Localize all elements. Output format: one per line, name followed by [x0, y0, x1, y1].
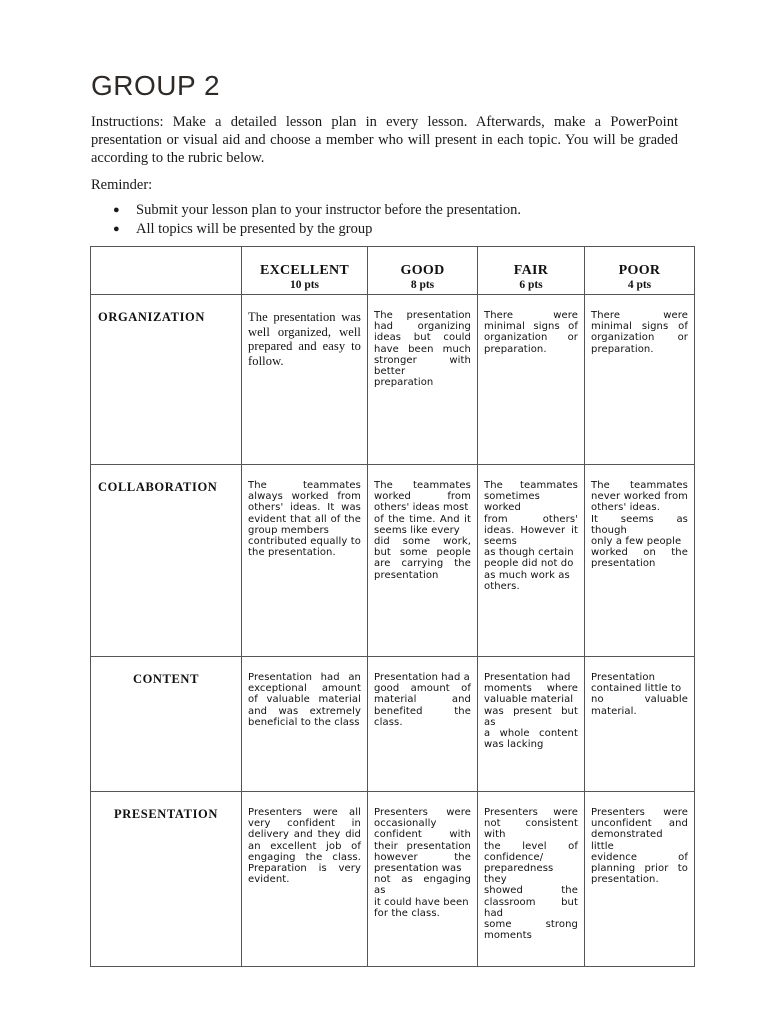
rubric-cell-good: Presenters were occasionally confident with their presentation however the presentation was not as engaging as it could have been for the class.: [368, 792, 478, 967]
rubric-table: [90, 246, 695, 967]
rubric-cell-excellent: The presentation was well organized, well prepared and easy to follow.: [242, 295, 368, 465]
rubric-cell-good: Presentation had a good amount of material and benefited the class.: [368, 657, 478, 792]
rubric-cell-excellent: Presentation had an exceptional amount of valuable material and was extremely beneficial to the class: [242, 657, 368, 792]
criterion-label: PRESENTATION: [91, 792, 242, 967]
reminder-item-text: Submit your lesson plan to your instructor before the presentation.: [136, 202, 521, 218]
page-title: GROUP 2: [91, 70, 221, 101]
header-level-points: 6 pts: [519, 279, 543, 291]
instructions-paragraph: Instructions: Make a detailed lesson plan in every lesson. Afterwards, make a PowerPoint presentation or visual aid and choose a member who will present in each topic. You will be graded according to the rubric below.: [91, 114, 678, 166]
rubric-cell-fair: Presenters were not consistent with the level of confidence/ preparedness they showed the classroom but had some strong moments: [478, 792, 585, 967]
rubric-row-presentation: [91, 792, 695, 967]
rubric-row-organization: [91, 295, 695, 465]
reminder-label: Reminder:: [91, 177, 153, 193]
header-level-points: 4 pts: [627, 279, 652, 291]
reminder-list: [91, 201, 678, 239]
header-level-points: 8 pts: [410, 279, 435, 291]
rubric-header-row: [91, 247, 695, 295]
header-poor: [585, 247, 695, 295]
rubric-row-content: [91, 657, 695, 792]
reminder-item-text: All topics will be presented by the group: [136, 221, 373, 237]
header-level-name: GOOD: [400, 263, 445, 278]
rubric-cell-excellent: Presenters were all very confident in delivery and they did an excellent job of engaging the class. Preparation is very evident.: [242, 792, 368, 967]
rubric-cell-poor: The teammates never worked from others' ideas. It seems as though only a few people worked on the presentation: [585, 465, 695, 657]
rubric-cell-fair: Presentation had moments where valuable material was present but as a whole content was lacking: [478, 657, 585, 792]
rubric-cell-good: The presentation had organizing ideas but could have been much stronger with better preparation: [368, 295, 478, 465]
rubric-cell-excellent: The teammates always worked from others' ideas. It was evident that all of the group members contributed equally to the presentation.: [242, 465, 368, 657]
bullet-icon: ●: [113, 223, 120, 235]
rubric-cell-good: The teammates worked from others' ideas most of the time. And it seems like every did some work, but some people are carrying the presentation: [368, 465, 478, 657]
header-level-name: FAIR: [513, 263, 549, 278]
rubric-row-collaboration: [91, 465, 695, 657]
reminder-item: [91, 220, 678, 239]
header-level-name: POOR: [618, 263, 661, 278]
header-fair: [478, 247, 585, 295]
header-excellent: [242, 247, 368, 295]
rubric-corner-cell: [91, 247, 242, 295]
rubric-cell-fair: The teammates sometimes worked from others' ideas. However it seems as though certain people did not do as much work as others.: [478, 465, 585, 657]
header-good: [368, 247, 478, 295]
criterion-label: COLLABORATION: [91, 465, 242, 657]
criterion-label: CONTENT: [91, 657, 242, 792]
header-level-name: EXCELLENT: [259, 263, 350, 278]
rubric-cell-poor: Presenters were unconfident and demonstrated little evidence of planning prior to presentation.: [585, 792, 695, 967]
rubric-cell-poor: Presentation contained little to no valuable material.: [585, 657, 695, 792]
bullet-icon: ●: [113, 204, 120, 216]
header-level-points: 10 pts: [289, 279, 320, 291]
criterion-label: ORGANIZATION: [91, 295, 242, 465]
rubric-cell-fair: There were minimal signs of organization or preparation.: [478, 295, 585, 465]
rubric-cell-poor: There were minimal signs of organization or preparation.: [585, 295, 695, 465]
reminder-item: [91, 201, 678, 220]
